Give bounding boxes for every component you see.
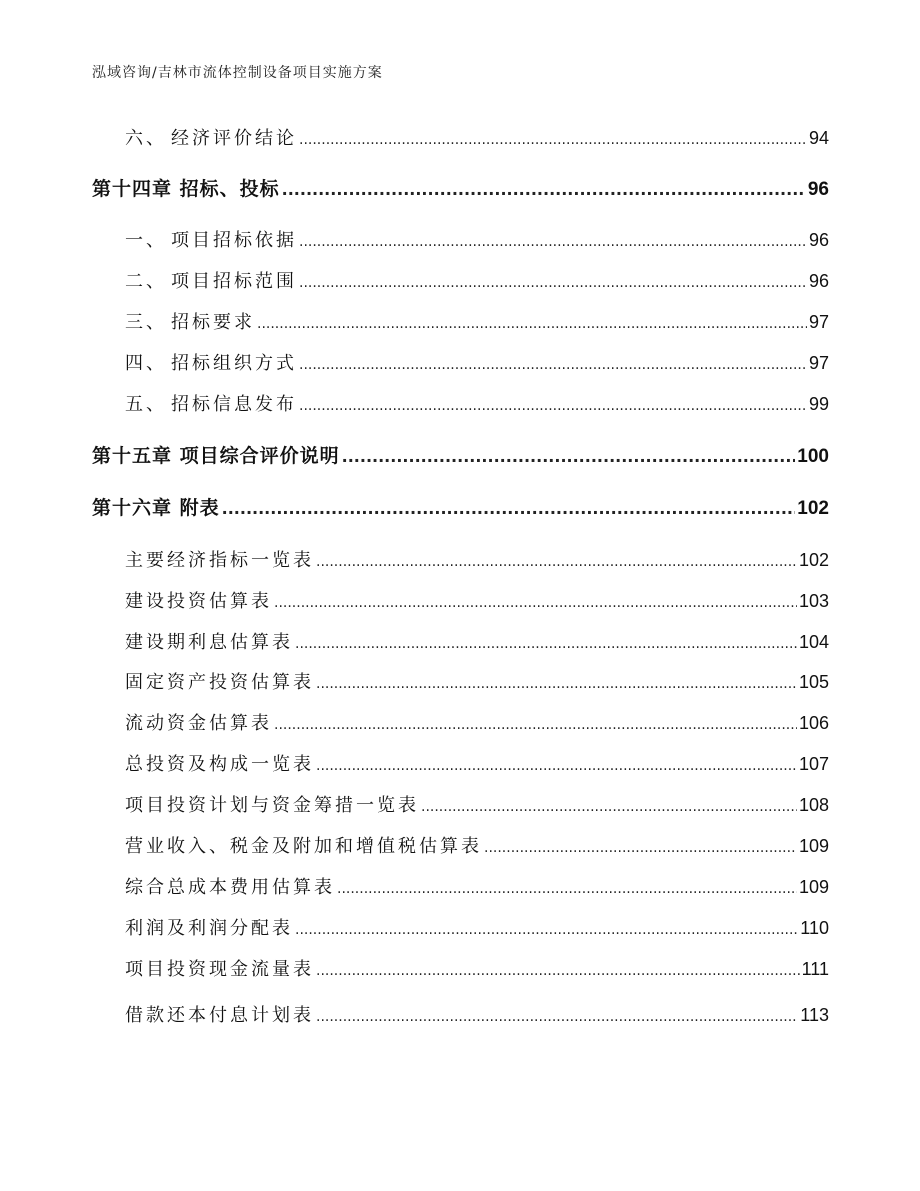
toc-table-entry[interactable] xyxy=(125,628,829,654)
toc-page-number: 104 xyxy=(798,632,829,652)
toc-page-number: 102 xyxy=(798,550,829,570)
dot-leader xyxy=(274,595,797,611)
toc-page-number: 94 xyxy=(808,128,829,148)
toc-entry-14-2[interactable] xyxy=(125,267,829,293)
dot-leader xyxy=(257,316,807,332)
toc-page-number: 107 xyxy=(798,754,829,774)
dot-leader xyxy=(295,922,798,938)
toc-entry-title: 固定资产投资估算表 xyxy=(125,672,314,693)
toc-entry-title: 建设投资估算表 xyxy=(125,591,272,612)
running-header: 泓域咨询/吉林市流体控制设备项目实施方案 xyxy=(92,65,383,81)
toc-entry-title: 借款还本付息计划表 xyxy=(125,1005,314,1026)
toc-table-entry[interactable] xyxy=(125,709,829,735)
dot-leader xyxy=(342,447,796,466)
toc-entry-title: 总投资及构成一览表 xyxy=(125,754,314,775)
toc-page-number: 99 xyxy=(808,394,829,414)
toc-entry-title: 六、 经济评价结论 xyxy=(125,128,297,149)
dot-leader xyxy=(222,499,796,518)
toc-entry-14-4[interactable] xyxy=(125,349,829,375)
toc-chapter-title: 第十五章 项目综合评价说明 xyxy=(92,445,340,467)
toc-table-entry[interactable] xyxy=(125,546,829,572)
dot-leader xyxy=(316,676,797,692)
toc-table-entry[interactable] xyxy=(125,914,829,940)
toc-entry-title: 利润及利润分配表 xyxy=(125,918,293,939)
toc-table-entry[interactable] xyxy=(125,873,829,899)
dot-leader xyxy=(295,636,797,652)
toc-table-entry[interactable] xyxy=(125,668,829,694)
dot-leader xyxy=(299,398,807,414)
dot-leader xyxy=(484,840,797,856)
toc-entry-title: 综合总成本费用估算表 xyxy=(125,877,335,898)
dot-leader xyxy=(299,132,807,148)
toc-entry-s6[interactable] xyxy=(125,124,829,150)
toc-page-number: 106 xyxy=(798,713,829,733)
dot-leader xyxy=(282,180,806,199)
toc-entry-title: 三、 招标要求 xyxy=(125,312,255,333)
toc-entry-title: 四、 招标组织方式 xyxy=(125,353,297,374)
toc-chapter-title: 第十六章 附表 xyxy=(92,497,220,519)
dot-leader xyxy=(316,963,800,979)
toc-entry-title: 主要经济指标一览表 xyxy=(125,550,314,571)
dot-leader xyxy=(316,758,797,774)
toc-page-number: 109 xyxy=(798,836,829,856)
toc-table-entry[interactable] xyxy=(125,1001,829,1027)
dot-leader xyxy=(421,799,797,815)
toc-page-number: 110 xyxy=(800,918,829,938)
toc-page-number: 100 xyxy=(797,446,829,467)
toc-page-number: 97 xyxy=(808,312,829,332)
toc-table-entry[interactable] xyxy=(125,955,829,981)
dot-leader xyxy=(299,275,807,291)
dot-leader xyxy=(299,234,807,250)
toc-entry-title: 流动资金估算表 xyxy=(125,713,272,734)
toc-entry-title: 二、 项目招标范围 xyxy=(125,271,297,292)
dot-leader xyxy=(299,357,807,373)
toc-page-number: 108 xyxy=(798,795,829,815)
toc-page-number: 97 xyxy=(808,353,829,373)
toc-entry-title: 五、 招标信息发布 xyxy=(125,394,297,415)
dot-leader xyxy=(316,554,797,570)
toc-page-number: 111 xyxy=(801,959,829,979)
toc-table-entry[interactable] xyxy=(125,750,829,776)
toc-table-entry[interactable] xyxy=(125,832,829,858)
toc-page-number: 103 xyxy=(798,591,829,611)
toc-table-entry[interactable] xyxy=(125,587,829,613)
toc-page-number: 96 xyxy=(808,271,829,291)
toc-page-number: 105 xyxy=(798,672,829,692)
dot-leader xyxy=(274,717,797,733)
toc-entry-14-1[interactable] xyxy=(125,226,829,252)
toc-table-entry[interactable] xyxy=(125,791,829,817)
toc-chapter-14[interactable] xyxy=(92,174,829,201)
toc-entry-title: 建设期利息估算表 xyxy=(125,632,293,653)
toc-page-number: 113 xyxy=(800,1005,829,1025)
toc-entry-14-5[interactable] xyxy=(125,390,829,416)
toc-entry-title: 一、 项目招标依据 xyxy=(125,230,297,251)
toc-chapter-16[interactable] xyxy=(92,493,829,520)
toc-chapter-title: 第十四章 招标、投标 xyxy=(92,178,280,200)
dot-leader xyxy=(316,1009,798,1025)
toc-chapter-15[interactable] xyxy=(92,441,829,468)
dot-leader xyxy=(337,881,797,897)
toc-entry-title: 项目投资计划与资金筹措一览表 xyxy=(125,795,419,816)
toc-page-number: 102 xyxy=(797,498,829,519)
toc-entry-14-3[interactable] xyxy=(125,308,829,334)
toc-page-number: 96 xyxy=(807,179,829,200)
toc-entry-title: 营业收入、税金及附加和增值税估算表 xyxy=(125,836,482,857)
toc-page-number: 96 xyxy=(808,230,829,250)
toc-entry-title: 项目投资现金流量表 xyxy=(125,959,314,980)
toc-page-number: 109 xyxy=(798,877,829,897)
